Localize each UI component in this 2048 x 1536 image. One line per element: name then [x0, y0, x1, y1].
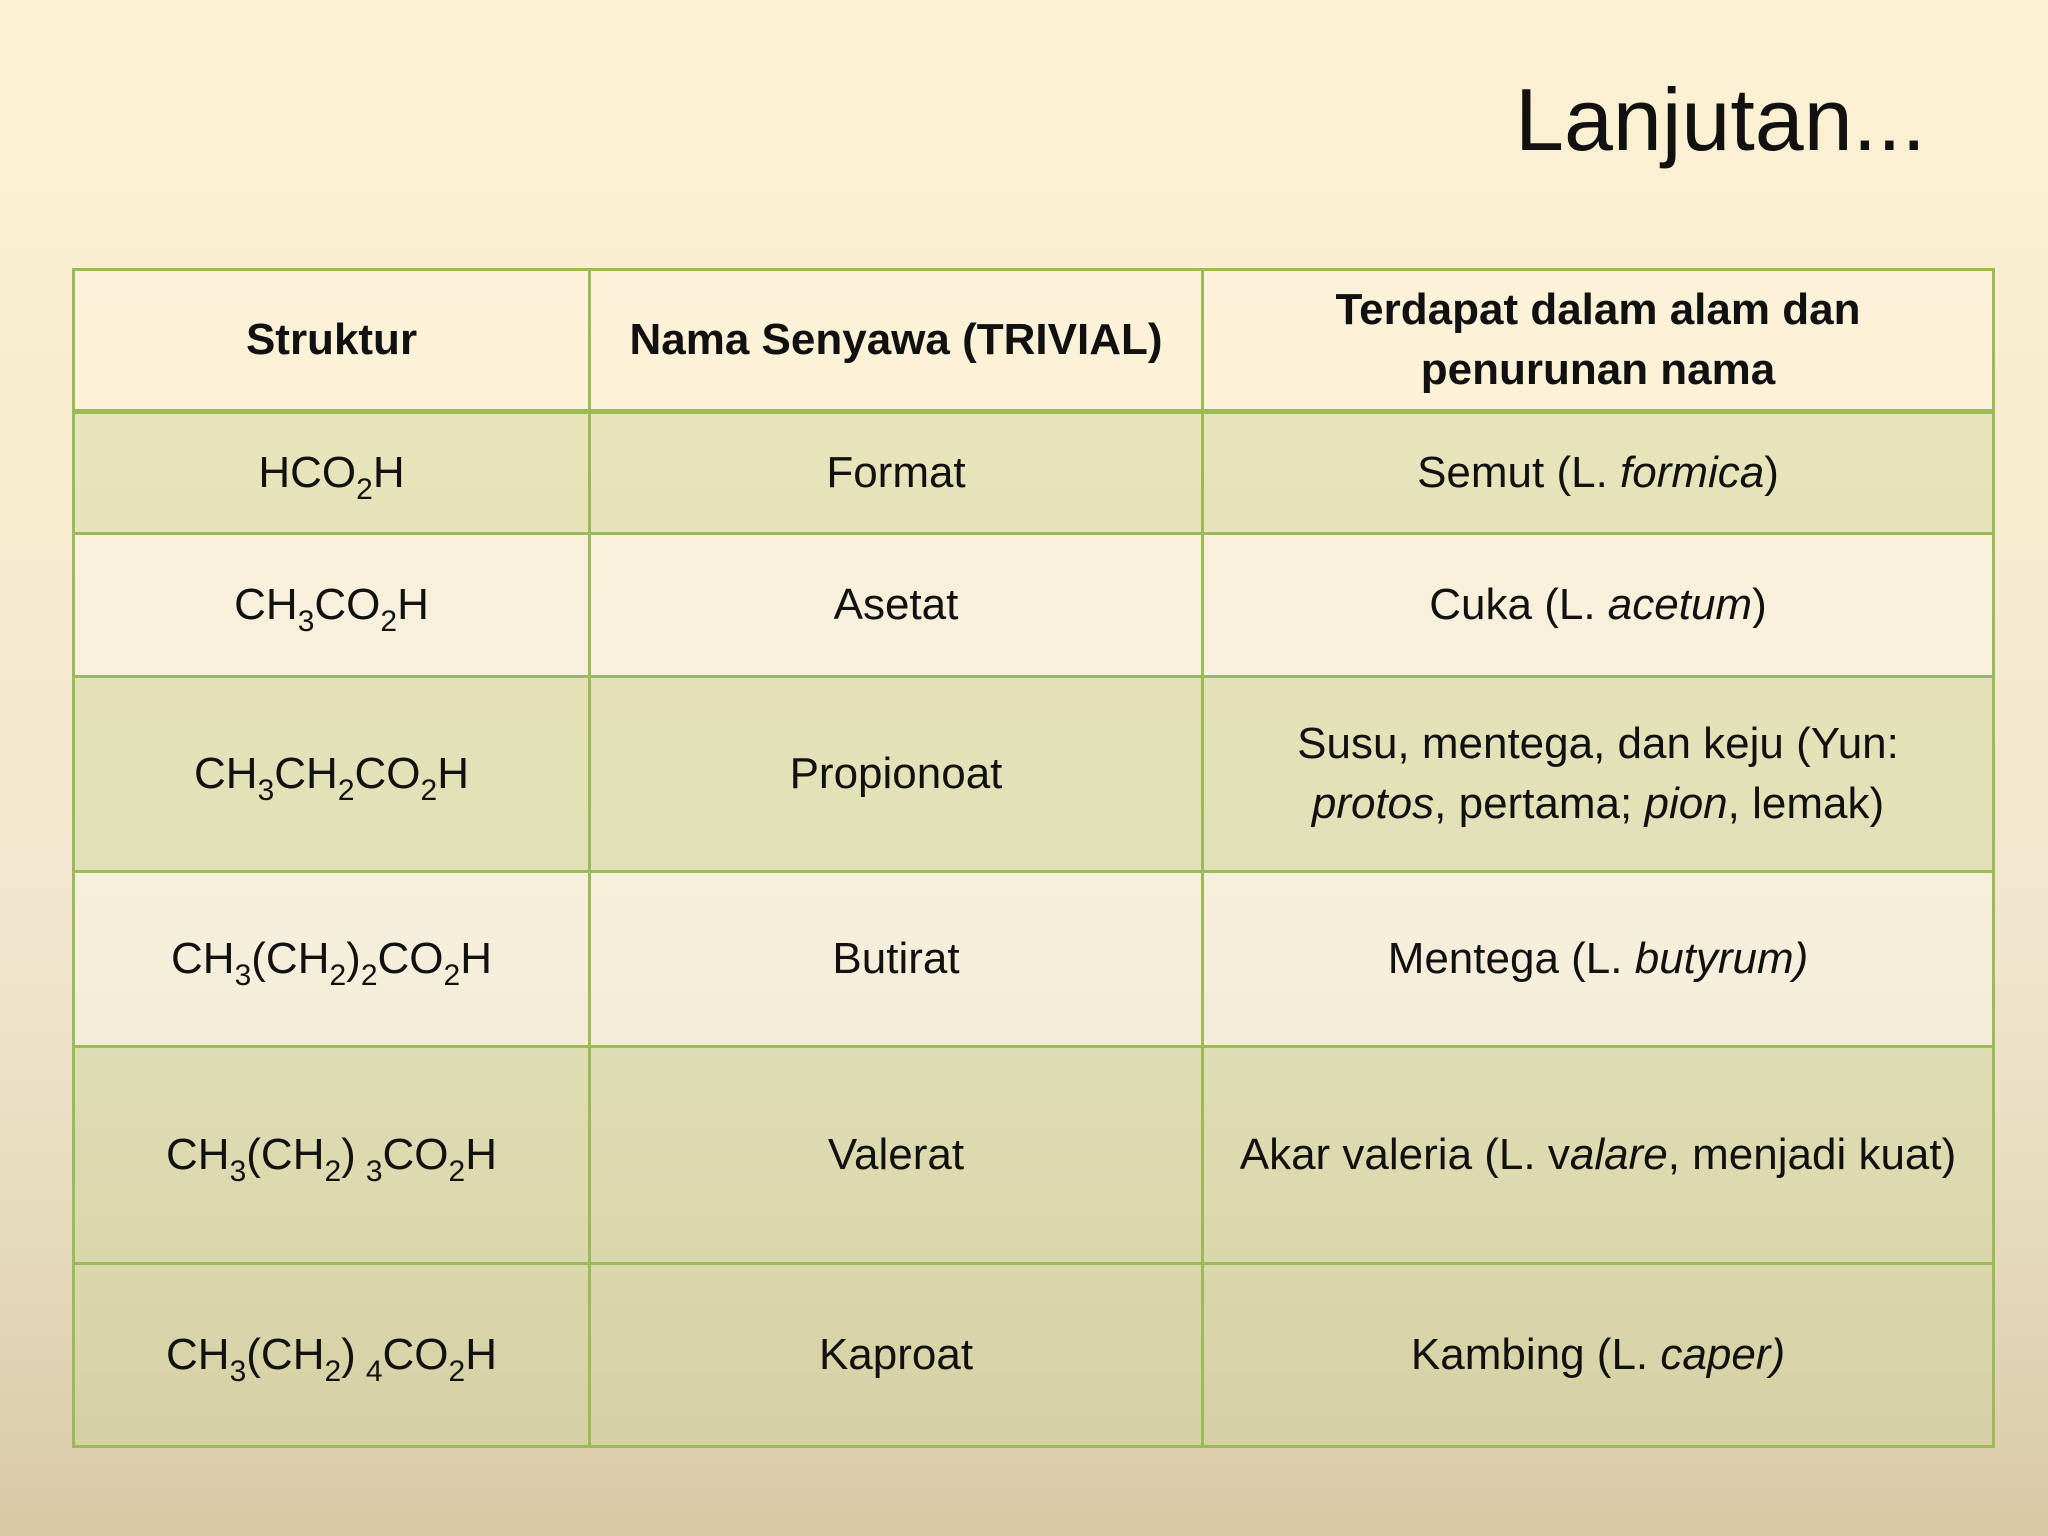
formula-cell: $CH_3(CH_2)_2CO_2H$: [74, 872, 590, 1047]
compound-name-cell: Format: [590, 412, 1203, 534]
table-row: [74, 1264, 1994, 1447]
origin-cell: Kambing (L. caper): [1203, 1264, 1994, 1447]
table-header-row: [74, 270, 1994, 412]
formula-cell: $CH_3CH_2CO_2H$: [74, 677, 590, 872]
header-origin: Terdapat dalam alam dan penurunan nama: [1203, 270, 1994, 412]
header-compound-name: Nama Senyawa (TRIVIAL): [590, 270, 1203, 412]
table-row: [74, 412, 1994, 534]
table-row: [74, 1047, 1994, 1264]
slide-title: Lanjutan...: [1515, 70, 1926, 169]
compound-name-cell: Butirat: [590, 872, 1203, 1047]
formula-cell: $CH_3CO_2H$: [74, 534, 590, 677]
carboxylic-acid-table: [72, 268, 1995, 1448]
origin-cell: Mentega (L. butyrum): [1203, 872, 1994, 1047]
compound-name-cell: Valerat: [590, 1047, 1203, 1264]
compound-name-cell: Kaproat: [590, 1264, 1203, 1447]
formula-cell: $HCO_2H$: [74, 412, 590, 534]
header-structure: Struktur: [74, 270, 590, 412]
origin-cell: Akar valeria (L. valare, menjadi kuat): [1203, 1047, 1994, 1264]
origin-cell: Cuka (L. acetum): [1203, 534, 1994, 677]
compound-name-cell: Asetat: [590, 534, 1203, 677]
origin-cell: Semut (L. formica): [1203, 412, 1994, 534]
formula-cell: $CH_3(CH_2)$ $_4CO_2H$: [74, 1264, 590, 1447]
table-row: [74, 534, 1994, 677]
origin-cell: Susu, mentega, dan keju (Yun: protos, pertama; pion, lemak): [1203, 677, 1994, 872]
table-row: [74, 872, 1994, 1047]
table-row: [74, 677, 1994, 872]
formula-cell: $CH_3(CH_2)$ $_3CO_2H$: [74, 1047, 590, 1264]
compound-name-cell: Propionoat: [590, 677, 1203, 872]
